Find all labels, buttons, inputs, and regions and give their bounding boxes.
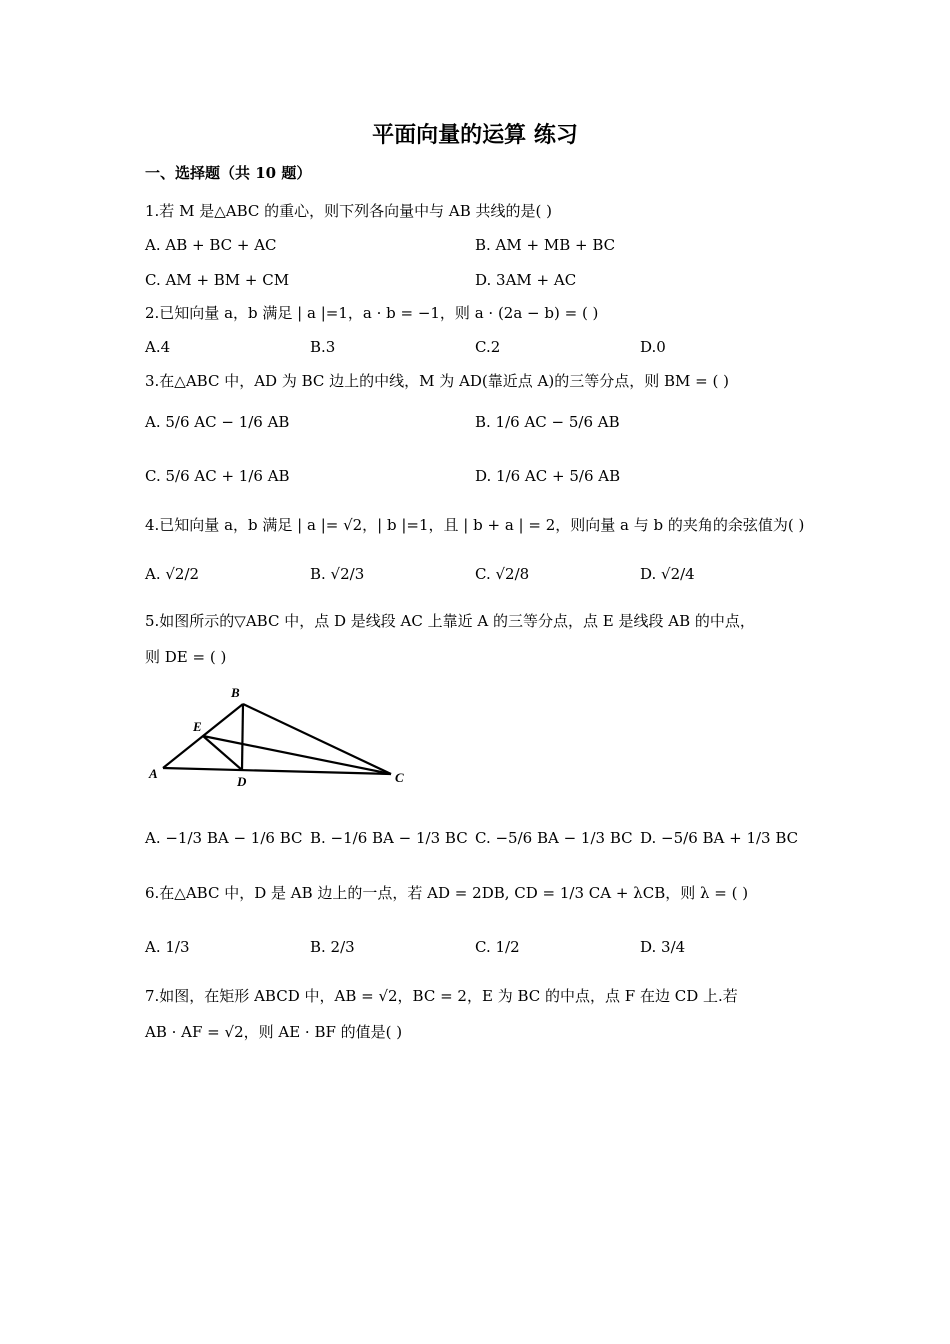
label-c: C (395, 770, 404, 785)
q6-option-b: B. 2/3 (310, 938, 355, 956)
q2-option-b: B.3 (310, 338, 336, 356)
q1-option-b: B. AM + MB + BC (475, 236, 616, 254)
question-7-stem: 7.如图，在矩形 ABCD 中，AB = √2，BC = 2，E 为 BC 的中点，点 F 在边 CD 上.若 (145, 987, 738, 1005)
q1-option-d: D. 3AM + AC (475, 271, 577, 289)
q3-option-a: A. 5/6 AC − 1/6 AB (145, 413, 290, 431)
question-1-stem: 1.若 M 是△ABC 的重心，则下列各向量中与 AB 共线的是( ) (145, 202, 552, 220)
q3-option-c: C. 5/6 AC + 1/6 AB (145, 467, 290, 485)
segment-ec (203, 736, 391, 774)
question-5-stem: 5.如图所示的▽ABC 中，点 D 是线段 AC 上靠近 A 的三等分点，点 E 是线段 AB 的中点， (145, 612, 755, 630)
q1-option-c: C. AM + BM + CM (145, 271, 290, 289)
question-5-stem-line2: 则 DE = ( ) (145, 648, 227, 666)
q4-option-c: C. √2/8 (475, 565, 530, 583)
triangle-figure (145, 682, 415, 792)
page-title: 平面向量的运算 练习 (372, 122, 578, 148)
triangle-lines (163, 704, 391, 774)
question-4-stem: 4.已知向量 a，b 满足 | a |= √2，| b |=1，且 | b + a | = 2，则向量 a 与 b 的夹角的余弦值为( ) (145, 516, 805, 534)
q4-option-b: B. √2/3 (310, 565, 365, 583)
q4-option-a: A. √2/2 (145, 565, 200, 583)
segment-ed (203, 736, 242, 770)
q4-option-d: D. √2/4 (640, 565, 695, 583)
label-b: B (231, 685, 240, 700)
segment-ac (163, 768, 391, 774)
section-heading: 一、选择题（共 10 题） (145, 164, 312, 182)
q1-option-a: A. AB + BC + AC (145, 236, 277, 254)
q5-option-a: A. −1/3 BA − 1/6 BC (145, 829, 303, 847)
q2-option-d: D.0 (640, 338, 666, 356)
q5-option-d: D. −5/6 BA + 1/3 BC (640, 829, 799, 847)
q3-option-d: D. 1/6 AC + 5/6 AB (475, 467, 621, 485)
q2-option-c: C.2 (475, 338, 501, 356)
question-3-stem: 3.在△ABC 中，AD 为 BC 边上的中线，M 为 AD(靠近点 A)的三等分点，则 BM = ( ) (145, 372, 729, 390)
q6-option-c: C. 1/2 (475, 938, 520, 956)
q2-option-a: A.4 (145, 338, 171, 356)
q6-option-d: D. 3/4 (640, 938, 686, 956)
q3-option-b: B. 1/6 AC − 5/6 AB (475, 413, 620, 431)
question-6-stem: 6.在△ABC 中，D 是 AB 边上的一点，若 AD = 2DB, CD = 1/3 CA + λCB，则 λ = ( ) (145, 884, 749, 902)
q5-option-c: C. −5/6 BA − 1/3 BC (475, 829, 633, 847)
q6-option-a: A. 1/3 (145, 938, 190, 956)
question-2-stem: 2.已知向量 a，b 满足 | a |=1，a · b = −1，则 a · (2a − b) = ( ) (145, 304, 599, 322)
label-a: A (149, 766, 158, 781)
segment-bc (243, 704, 391, 774)
question-7-stem-line2: AB · AF = √2，则 AE · BF 的值是( ) (145, 1023, 403, 1041)
label-d: D (237, 774, 247, 789)
q5-option-b: B. −1/6 BA − 1/3 BC (310, 829, 468, 847)
segment-bd (242, 704, 243, 770)
label-e: E (193, 719, 202, 734)
